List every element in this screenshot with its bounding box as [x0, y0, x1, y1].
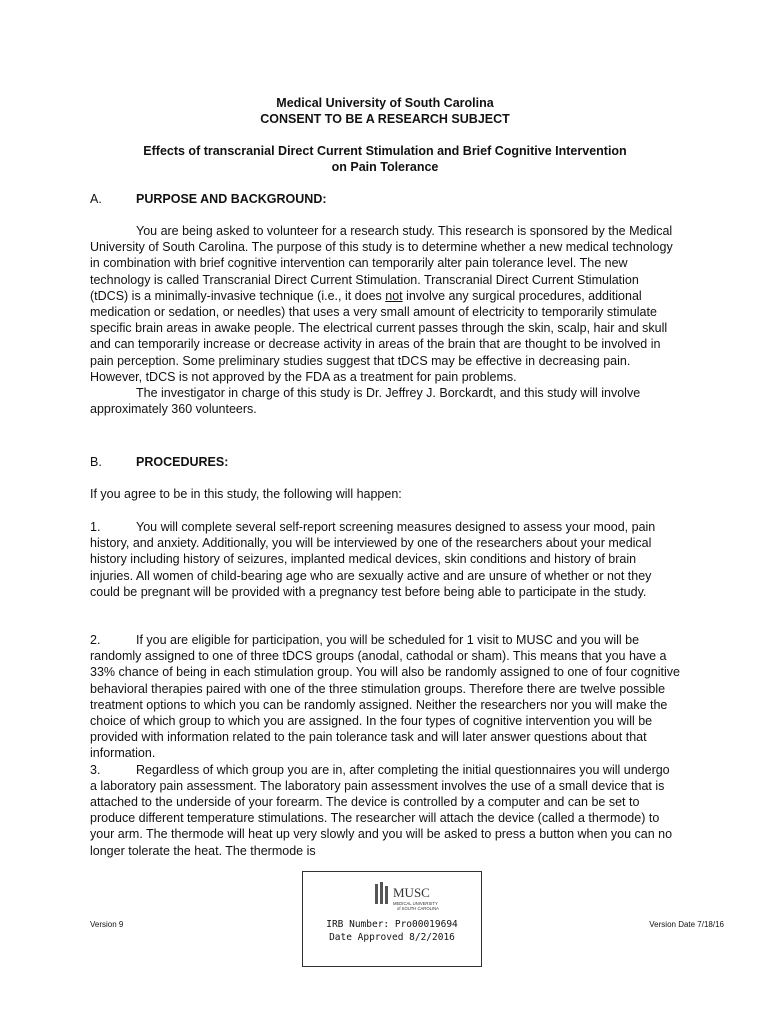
- logo-wordmark: MUSC: [393, 885, 430, 900]
- item-2-text: If you are eligible for participation, you will be scheduled for 1 visit to MUSC and you will be randomly assigned to one of three tDCS groups (anodal, cathodal or sham). This means that you have a 33% chance of being in each stimulation group. You will also be randomly assigned to one of four cognitive behavioral therapies paired with one of the three stimulation groups. Therefore there are twelve possible treatment options to which you can be randomly assigned. Neither the researchers nor you will make the choice of which group to which you are assigned. In the four types of cognitive intervention you will be provided with information related to the pain tolerance task and will later answer questions about that information.: [90, 633, 680, 761]
- section-a-heading: [90, 191, 327, 207]
- irb-number: IRB Number: Pro00019694: [326, 919, 458, 930]
- logo-subtitle-2: of SOUTH CAROLINA: [397, 906, 439, 911]
- purpose-text-part-1: You are being asked to volunteer for a research study. This research is sponsored by the Medical University of South Carolina. The purpose of this study is to determine whether a new medical technology in combination with brief cognitive intervention can temporarily alter pain tolerance level. The new technology is called Transcranial Direct Current Stimulation. Transcranial Direct Current Stimulation (tDCS) is a minimally-invasive technique (i.e., it does: [90, 224, 673, 303]
- form-title: CONSENT TO BE A RESEARCH SUBJECT: [260, 112, 510, 126]
- logo-subtitle-1: MEDICAL UNIVERSITY: [393, 901, 438, 906]
- institution-name: Medical University of South Carolina: [276, 96, 494, 110]
- date-approved: Date Approved 8/2/2016: [329, 932, 455, 943]
- item-3-number: 3.: [90, 762, 101, 777]
- study-title-line-2: on Pain Tolerance: [331, 160, 439, 174]
- section-b-letter: B.: [90, 455, 102, 469]
- irb-approval-stamp: [302, 871, 482, 967]
- item-2-number: 2.: [90, 633, 101, 647]
- procedure-item-1: [90, 519, 680, 600]
- section-b-heading: [90, 454, 228, 470]
- procedures-intro: If you agree to be in this study, the following will happen:: [90, 487, 402, 501]
- section-a-letter: A.: [90, 192, 102, 206]
- procedure-items-2-3: [90, 632, 680, 859]
- study-title-line-1: Effects of transcranial Direct Current Stimulation and Brief Cognitive Intervention: [143, 144, 627, 158]
- version-date: Version Date 7/18/16: [649, 920, 724, 929]
- stamp-text: [303, 918, 481, 944]
- section-a-body: [90, 223, 680, 417]
- investigator-paragraph: The investigator in charge of this study is Dr. Jeffrey J. Borckardt, and this study will involve approximately 360 volunteers.: [90, 386, 641, 417]
- item-1-number: 1.: [90, 520, 101, 534]
- underlined-not: not: [385, 288, 403, 303]
- version-label: Version 9: [90, 920, 124, 929]
- item-3-text: Regardless of which group you are in, after completing the initial questionnaires you will undergo a laboratory pain assessment. The laboratory pain assessment involves the use of a small device that is attached to the underside of your forearm. The device is controlled by a computer and can be set to produce different temperature stimulations. The researcher will attach the device (called a thermode) to your arm. The thermode will heat up very slowly and you will be asked to press a button when you can no longer tolerate the heat. The thermode is: [90, 762, 673, 858]
- musc-logo: [371, 880, 441, 914]
- purpose-text-part-2: involve any surgical procedures, additional medication or sedation, or needles) that uses a very small amount of electricity to temporarily stimulate specific brain areas in awake people. The electrical current passes through the skin, scalp, hair and skull and can temporarily increase or decrease activity in areas of the brain that are thought to be involved in pain perception. Some preliminary studies suggest that tDCS may be effective in decreasing pain. However, tDCS is not approved by the FDA as a treatment for pain problems.: [90, 288, 668, 384]
- item-1-text: You will complete several self-report screening measures designed to assess your mood, pain history, and anxiety. Additionally, you will be interviewed by one of the researchers about your medical history including history of seizures, implanted medical devices, skin conditions and history of brain injuries. All women of child-bearing age who are sexually active and are unsure of whether or not they could be pregnant will be provided with a pregnancy test before being able to participate in the study.: [90, 520, 656, 599]
- section-b-title: PROCEDURES:: [136, 455, 229, 469]
- section-a-title: PURPOSE AND BACKGROUND:: [136, 192, 327, 206]
- purpose-paragraph: [90, 223, 680, 385]
